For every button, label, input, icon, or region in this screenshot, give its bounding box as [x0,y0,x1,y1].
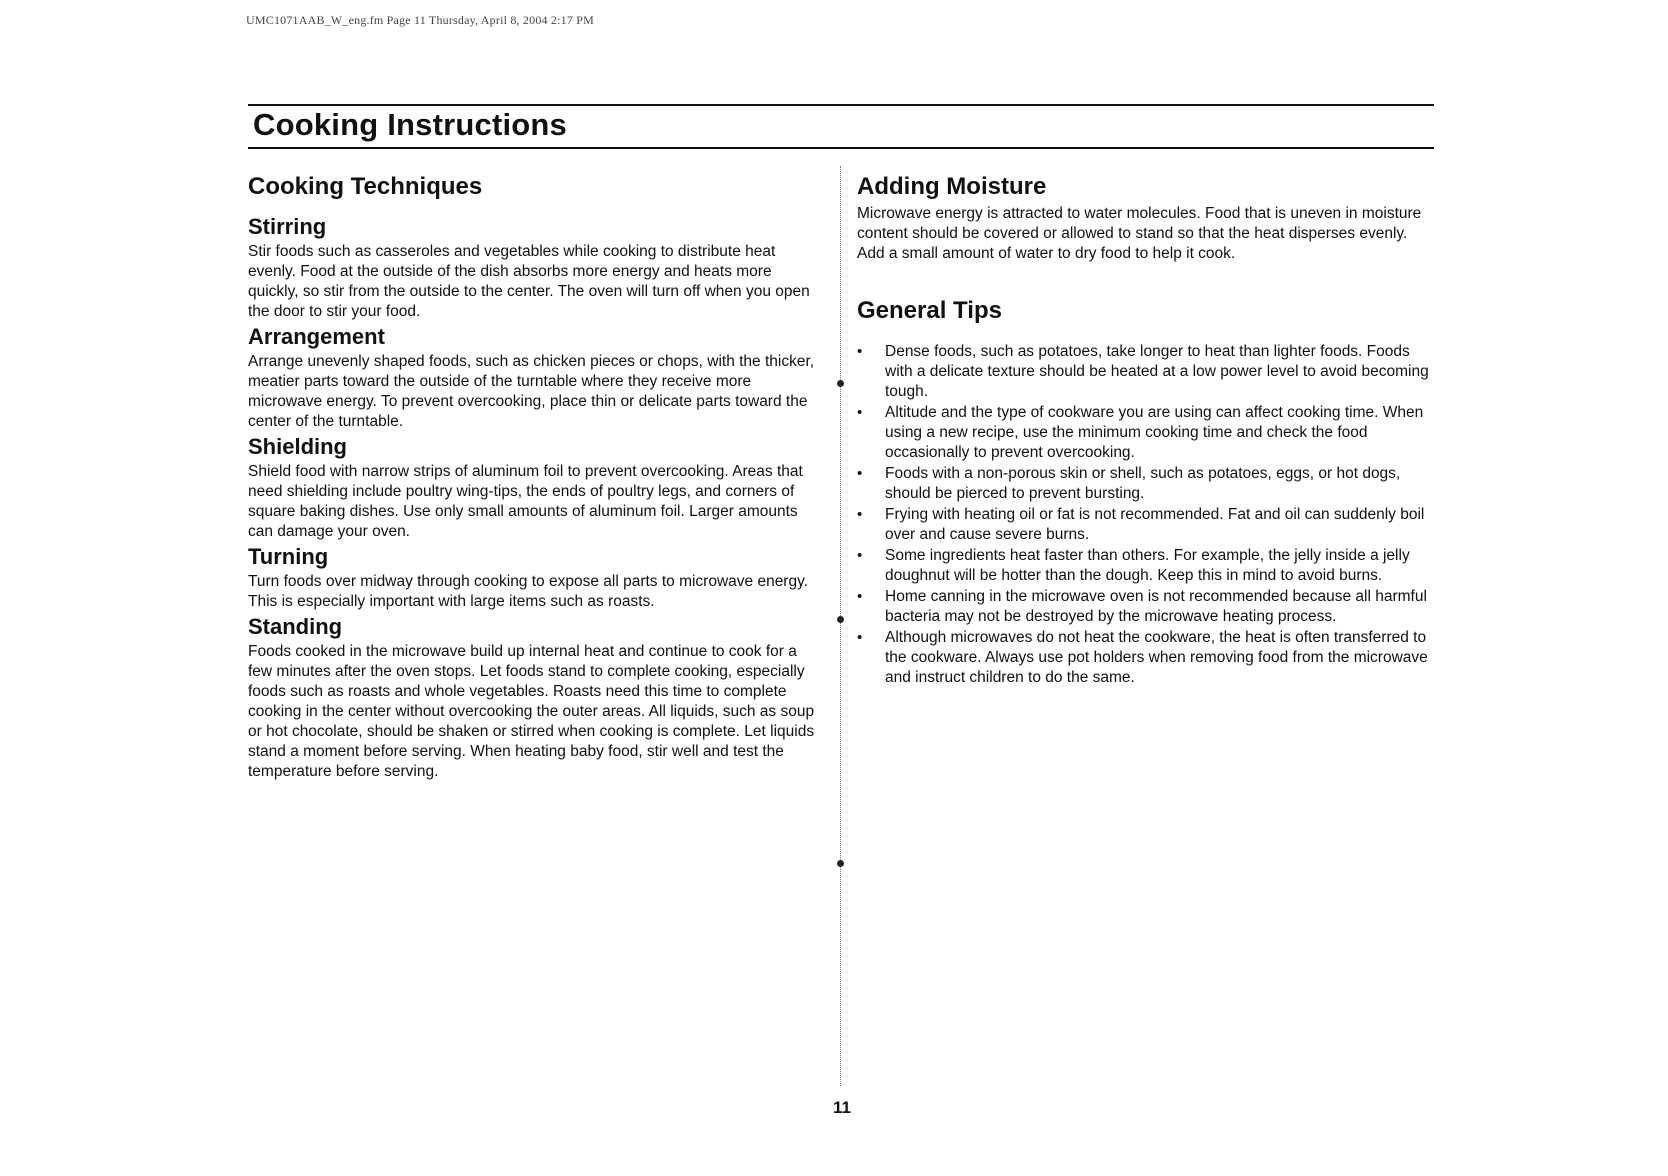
stirring-text: Stir foods such as casseroles and vegetables while cooking to distribute heat evenly. Food at the outside of the dish absorbs more energy and heats more quickly, so stir from the outside to the center. The oven will turn off when you open the door to stir your food. [248,243,810,320]
bullet-icon: • [857,465,863,482]
tip-text: Dense foods, such as potatoes, take longer to heat than lighter foods. Foods with a delicate texture should be heated at a low power level to avoid becoming tough. [885,343,1429,400]
list-item [857,546,1437,586]
general-tips-list [857,342,1437,688]
tip-text: Altitude and the type of cookware you are using can affect cooking time. When using a new recipe, use the minimum cooking time and check the food occasionally to prevent overcooking. [885,404,1424,461]
tip-text: Foods with a non-porous skin or shell, such as potatoes, eggs, or hot dogs, should be pierced to prevent bursting. [885,465,1401,502]
list-item [857,403,1437,463]
left-column [248,170,823,782]
registration-mark [837,616,844,623]
file-header: UMC1071AAB_W_eng.fm Page 11 Thursday, April 8, 2004 2:17 PM [246,13,595,27]
arrangement-text: Arrange unevenly shaped foods, such as chicken pieces or chops, with the thicker, meatier parts toward the outside of the turntable where they receive more microwave energy. To prevent overcooking, place thin or delicate parts toward the center of the turntable. [248,353,815,430]
page-number: 11 [833,1098,851,1117]
list-item [857,464,1437,504]
bullet-icon: • [857,547,863,564]
list-item [857,505,1437,545]
registration-mark [837,860,844,867]
stirring-heading: Stirring [248,214,327,239]
shielding-heading: Shielding [248,434,347,459]
standing-heading: Standing [248,614,343,639]
title-bottom-rule [248,147,1434,149]
adding-moisture-heading: Adding Moisture [857,173,1047,200]
bullet-icon: • [857,629,863,646]
shielding-text: Shield food with narrow strips of aluminum foil to prevent overcooking. Areas that need shielding include poultry wing-tips, the ends of poultry legs, and corners of square baking dishes. Use only small amounts of aluminum foil. Larger amounts can damage your oven. [248,463,803,540]
page-title: Cooking Instructions [253,107,567,142]
arrangement-heading: Arrangement [248,324,385,349]
column-divider [840,166,841,1086]
tip-text: Home canning in the microwave oven is not recommended because all harmful bacteria may not be destroyed by the microwave heating process. [885,588,1427,625]
standing-text: Foods cooked in the microwave build up internal heat and continue to cook for a few minutes after the oven stops. Let foods stand to complete cooking, especially foods such as roasts and whole vegetables. Roasts need this time to complete cooking in the center without overcooking the outer areas. All liquids, such as soup or hot chocolate, should be shaken or stirred when cooking is complete. Let liquids stand a moment before serving. When heating baby food, stir well and test the temperature before serving. [248,643,815,780]
cooking-techniques-heading: Cooking Techniques [248,173,483,200]
turning-text: Turn foods over midway through cooking to expose all parts to microwave energy. This is especially important with large items such as roasts. [248,573,808,610]
bullet-icon: • [857,404,863,421]
tip-text: Some ingredients heat faster than others. For example, the jelly inside a jelly doughnut will be hotter than the dough. Keep this in mind to avoid burns. [885,547,1410,584]
tip-text: Although microwaves do not heat the cookware, the heat is often transferred to the cookware. Always use pot holders when removing food from the microwave and instruct children to do the same. [885,629,1428,686]
bullet-icon: • [857,343,863,360]
turning-heading: Turning [248,544,329,569]
bullet-icon: • [857,506,863,523]
bullet-icon: • [857,588,863,605]
right-column [857,170,1437,689]
general-tips-heading: General Tips [857,297,1002,324]
registration-mark [837,380,844,387]
list-item [857,628,1437,688]
list-item [857,342,1437,402]
tip-text: Frying with heating oil or fat is not recommended. Fat and oil can suddenly boil over and cause severe burns. [885,506,1425,543]
list-item [857,587,1437,627]
adding-moisture-text: Microwave energy is attracted to water molecules. Food that is uneven in moisture content should be covered or allowed to stand so that the heat disperses evenly. Add a small amount of water to dry food to help it cook. [857,205,1422,262]
